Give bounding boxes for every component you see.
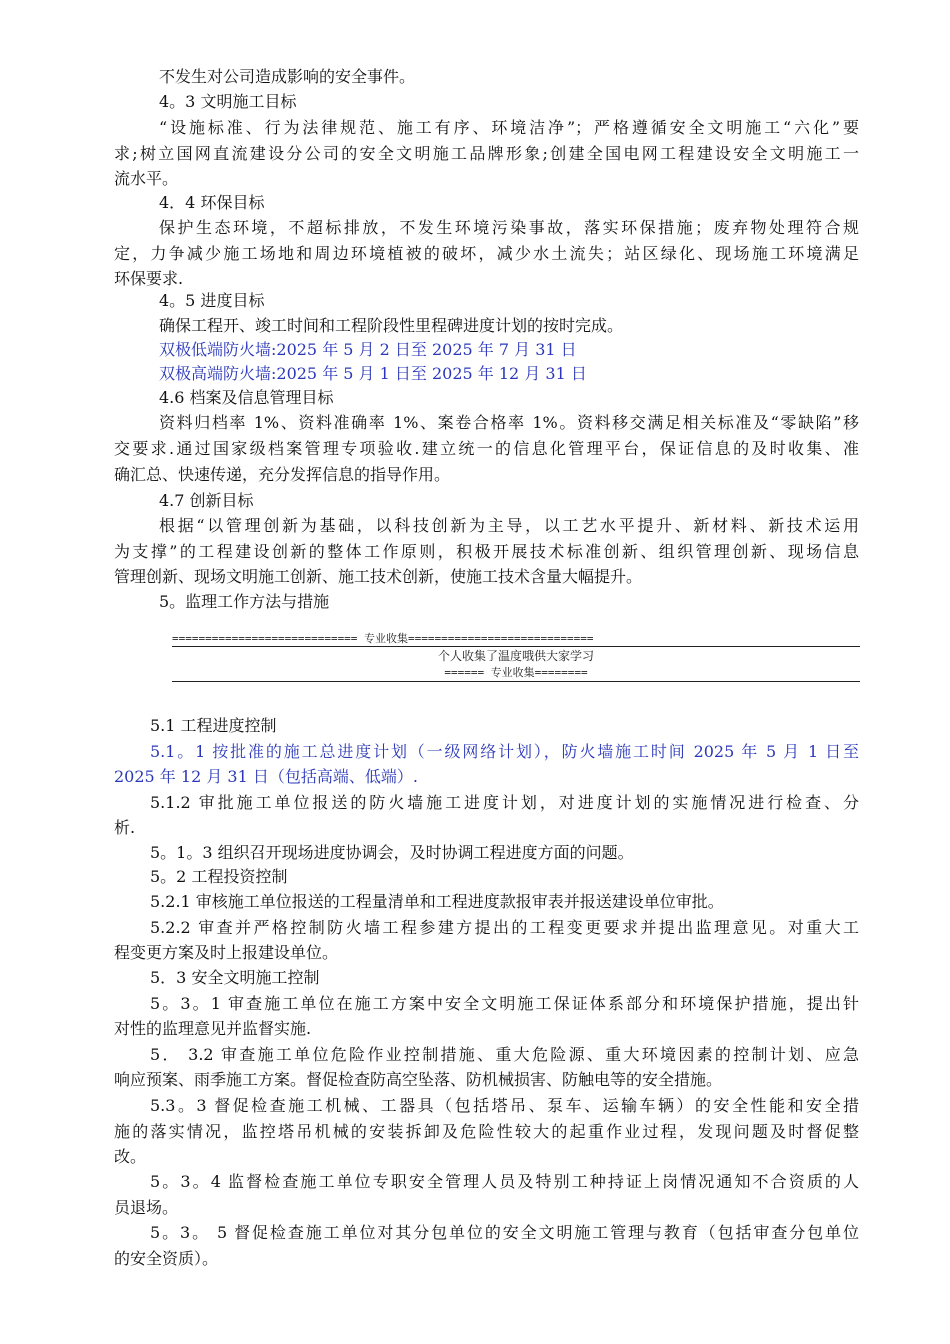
text-line: 响应预案、雨季施工方案。督促检查防高空坠落、防机械损害、防触电等的安全措施。 [114, 1070, 723, 1089]
section-heading: 4．4 环保目标 [159, 193, 265, 212]
text-line: 5。3。4 监督检查施工单位专职安全管理人员及特别工种持证上岗情况通知不合资质的人 [150, 1172, 859, 1191]
section-heading: 5。监理工作方法与措施 [159, 592, 330, 611]
text-line: 施的落实情况，监控塔吊机械的安装拆卸及危险性较大的起重作业过程，发现问题及时督促整 [114, 1122, 859, 1141]
text-line: 根据“以管理创新为基础，以科技创新为主导，以工艺水平提升、新材料、新技术运用 [159, 516, 859, 535]
text-line: 资料归档率 1%、资料准确率 1%、案卷合格率 1%。资料移交满足相关标准及“零缺陷”移 [159, 413, 859, 432]
text-line: 的安全资质）。 [114, 1249, 219, 1268]
text-line: 5． 3.2 审查施工单位危险作业控制措施、重大危险源、重大环境因素的控制计划、应急 [150, 1045, 859, 1064]
text-line: 为支撑”的工程建设创新的整体工作原则，积极开展技术标准创新、组织管理创新、现场信息 [114, 542, 859, 561]
text-line: 管理创新、现场文明施工创新、施工技术创新，使施工技术含量大幅提升。 [114, 567, 643, 586]
text-line: 析. [114, 818, 136, 837]
section-heading: 5．3 安全文明施工控制 [150, 968, 320, 987]
text-line: 确保工程开、竣工时间和工程阶段性里程碑进度计划的按时完成。 [159, 316, 624, 335]
text-line: 5.1.2 审批施工单位报送的防火墙施工进度计划，对进度计划的实施情况进行检查、分 [150, 793, 859, 812]
text-line: 定，力争减少施工场地和周边环境植被的破坏，减少水土流失；站区绿化、现场施工环境满足 [114, 244, 859, 263]
section-heading: 5.1 工程进度控制 [150, 716, 277, 735]
text-line: 5.3。3 督促检查施工机械、工器具（包括塔吊、泵车、运输车辆）的安全性能和安全措 [150, 1096, 859, 1115]
text-line: 员退场。 [114, 1198, 179, 1217]
footer-line-3: ====== 专业收集======== [444, 666, 588, 679]
text-line: 程变更方案及时上报建设单位。 [114, 943, 339, 962]
text-line: 改。 [114, 1147, 147, 1166]
text-line: 环保要求. [114, 269, 184, 288]
schedule-line-low-end: 双极低端防火墙:2025 年 5 月 2 日至 2025 年 7 月 31 日 [159, 340, 577, 359]
schedule-line-overall: 5.1。1 按批准的施工总进度计划（一级网络计划），防火墙施工时间 2025 年 5 月 1 日至 [150, 742, 859, 761]
text-line: 5。3。1 审查施工单位在施工方案中安全文明施工保证体系部分和环境保护措施，提出针 [150, 994, 859, 1013]
section-heading: 5。2 工程投资控制 [150, 867, 288, 886]
footer-divider [172, 646, 860, 647]
footer-divider [172, 681, 860, 682]
text-line: 流水平。 [114, 169, 179, 188]
footer-line-2: 个人收集了温度哦供大家学习 [437, 649, 594, 663]
footer-line-1: ============================ 专业收集============================ [172, 632, 594, 645]
section-heading: 4。5 进度目标 [159, 291, 265, 310]
text-line: “设施标准、行为法律规范、施工有序、环境洁净”；严格遵循安全文明施工“六化”要 [159, 118, 859, 137]
schedule-line-high-end: 双极高端防火墙:2025 年 5 月 1 日至 2025 年 12 月 31 日 [159, 364, 587, 383]
text-line: 5.2.1 审核施工单位报送的工程量清单和工程进度款报审表并报送建设单位审批。 [150, 892, 724, 911]
schedule-line-overall-cont: 2025 年 12 月 31 日（包括高端、低端）. [114, 767, 418, 786]
section-heading: 4.7 创新目标 [159, 491, 254, 510]
text-line: 5。3。 5 督促检查施工单位对其分包单位的安全文明施工管理与教育（包括审查分包单位 [150, 1223, 859, 1242]
text-line: 交要求.通过国家级档案管理专项验收.建立统一的信息化管理平台，保证信息的及时收集、准 [114, 439, 859, 458]
text-line: 5。1。3 组织召开现场进度协调会，及时协调工程进度方面的问题。 [150, 843, 634, 862]
section-heading: 4.6 档案及信息管理目标 [159, 388, 334, 407]
text-line: 不发生对公司造成影响的安全事件。 [159, 67, 416, 86]
section-heading: 4。3 文明施工目标 [159, 92, 297, 111]
text-line: 保护生态环境，不超标排放，不发生环境污染事故，落实环保措施；废弃物处理符合规 [159, 218, 859, 237]
text-line: 5.2.2 审查并严格控制防火墙工程参建方提出的工程变更要求并提出监理意见。对重大工 [150, 918, 859, 937]
text-line: 确汇总、快速传递，充分发挥信息的指导作用。 [114, 465, 451, 484]
text-line: 求;树立国网直流建设分公司的安全文明施工品牌形象;创建全国电网工程建设安全文明施工一 [114, 144, 859, 163]
text-line: 对性的监理意见并监督实施. [114, 1019, 312, 1038]
